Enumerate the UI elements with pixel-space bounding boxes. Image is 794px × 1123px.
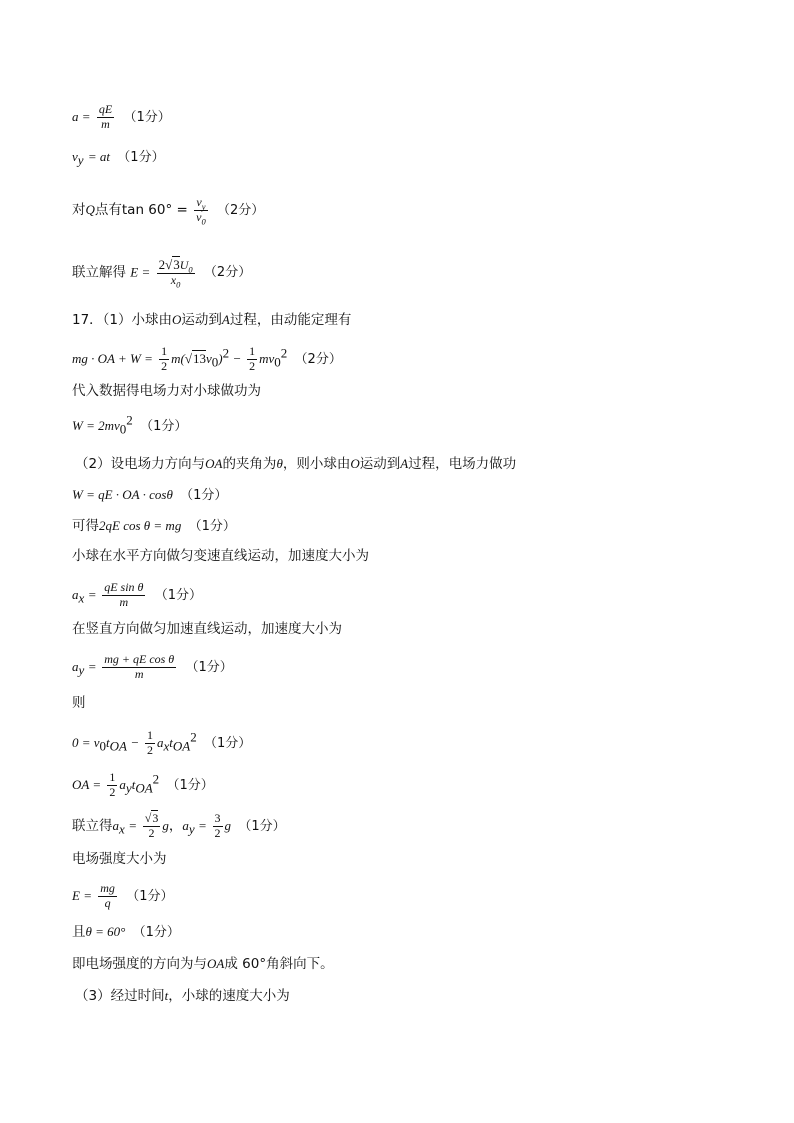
eq: a: [119, 776, 126, 792]
fraction: [98, 882, 117, 911]
text: （3）经过时间: [75, 988, 165, 1004]
symbol: A: [400, 456, 409, 471]
eq: a: [72, 658, 79, 674]
score-label: （1分）: [238, 818, 286, 834]
score-label: （2分）: [203, 265, 252, 281]
denominator: 2: [148, 825, 155, 840]
fraction: [102, 581, 145, 610]
sub: y: [78, 662, 85, 678]
text: 电场强度大小为: [72, 851, 167, 867]
equation-ax: [72, 581, 202, 610]
equation-solved: [72, 812, 286, 841]
eq: OA =: [72, 776, 102, 792]
text-line: [72, 550, 369, 564]
denominator: m: [101, 116, 110, 131]
operator: =: [129, 817, 137, 833]
fraction: [194, 196, 208, 225]
text: 联立得: [72, 817, 113, 834]
score-label: （2分）: [217, 202, 265, 218]
equation-vy: [72, 149, 165, 168]
n: U: [179, 258, 189, 272]
term: m(: [171, 350, 185, 366]
text: 小球在水平方向做匀变速直线运动，加速度大小为: [72, 548, 369, 564]
fraction: [213, 812, 223, 841]
sup: 2: [190, 729, 197, 745]
sub: 0: [211, 354, 219, 370]
denominator: m: [134, 666, 144, 681]
denominator: 2: [249, 358, 256, 373]
numerator: mg: [100, 881, 115, 895]
numerator: √3: [144, 811, 159, 825]
score-label: （1分）: [126, 888, 174, 904]
fraction: [157, 258, 195, 288]
eq: g: [224, 817, 232, 833]
eq: 2qE cos θ = mg: [99, 518, 182, 533]
denominator: [157, 274, 195, 288]
equation-energy: mg · OA + W = $\frac{1}{2}$ $m(√13v_0)^2$ − $\frac{1}{2}$ $mv_0^2$ （2分）: [72, 344, 342, 373]
equation-balance: [72, 519, 236, 534]
text-line: [72, 957, 334, 972]
equation-acceleration: [72, 103, 171, 132]
text: 运动到: [359, 456, 401, 472]
equation-angle: [72, 925, 180, 940]
score-label: （1分）: [132, 925, 180, 940]
sup: 2: [222, 345, 230, 361]
term: v: [206, 350, 212, 366]
text: 过程，电场力做功: [408, 456, 517, 472]
score-label: （1分）: [154, 587, 203, 603]
eq-var: v: [72, 149, 78, 164]
score-label: （2分）: [294, 351, 342, 367]
d-sub: 0: [176, 279, 181, 290]
sub: x: [119, 821, 125, 837]
numerator: qE: [98, 102, 113, 116]
fraction: [159, 345, 169, 374]
denominator: m: [119, 594, 129, 609]
numerator: mg + qE cos θ: [104, 652, 175, 666]
problem-17-part3: [75, 989, 290, 1004]
numerator: 1: [146, 728, 153, 742]
problem-17-part2: [75, 457, 516, 472]
denominator: 2: [146, 742, 153, 757]
root: 3: [152, 811, 159, 825]
eq: E =: [72, 887, 92, 903]
numerator: $2√3U_0$: [158, 257, 193, 275]
text-line: [72, 853, 167, 867]
fraction: [102, 653, 176, 682]
sub: x: [163, 738, 170, 754]
eq: t: [169, 734, 173, 750]
d: v: [196, 209, 202, 224]
text: 代入数据得电场力对小球做功为: [72, 383, 261, 399]
numerator: 1: [161, 344, 168, 358]
term: ): [218, 350, 223, 366]
symbol: OA: [207, 956, 225, 971]
numerator: [194, 196, 208, 211]
root: 13: [193, 350, 207, 366]
text: 点有tan 60° =: [94, 201, 188, 218]
operator: =: [198, 817, 207, 833]
equation-work-field: [72, 488, 227, 503]
symbol: t: [164, 988, 169, 1003]
score-label: （1分）: [180, 488, 228, 503]
eq: t: [106, 734, 110, 750]
score-label: （1分）: [117, 150, 165, 165]
root: 3: [173, 257, 180, 272]
score-label: （1分）: [188, 519, 236, 534]
d-sub: 0: [201, 216, 206, 227]
text: 在竖直方向做匀加速直线运动，加速度大小为: [72, 621, 342, 637]
text: 且: [72, 924, 86, 940]
sub: x: [78, 590, 85, 606]
eq: W = 2mv: [72, 418, 120, 433]
fraction: [107, 771, 117, 800]
n-sub: 0: [188, 264, 193, 275]
equation-ay: [72, 653, 233, 682]
numerator: 3: [214, 811, 221, 825]
text-line: [72, 623, 342, 637]
score-label: （1分）: [140, 419, 188, 434]
sup: 2: [280, 345, 288, 361]
equation-vertical: [72, 771, 214, 800]
fraction: [247, 345, 257, 374]
text: 可得: [72, 518, 99, 534]
text: 成 60°角斜向下。: [224, 956, 334, 972]
sub: OA: [135, 780, 153, 796]
text-line: [72, 697, 86, 711]
eq: W = qE · OA · cosθ: [72, 487, 173, 502]
text: 运动到: [181, 312, 222, 328]
operator: =: [88, 658, 96, 674]
n: 2: [158, 257, 166, 272]
eq: θ = 60°: [85, 924, 126, 939]
eq: a: [72, 586, 79, 602]
sub: y: [188, 821, 195, 837]
separator: ，: [168, 817, 183, 834]
text: 过程，由动能定理有: [229, 312, 352, 328]
eq-sub: y: [77, 152, 84, 168]
n: v: [196, 195, 202, 209]
score-label: （1分）: [185, 659, 233, 675]
symbol: Q: [85, 201, 95, 217]
denominator: 2: [109, 784, 116, 799]
equation-e: [72, 258, 251, 288]
text: ，小球的速度大小为: [168, 988, 290, 1004]
symbol: OA: [205, 456, 223, 471]
text: 对: [72, 201, 86, 218]
text: 即电场强度的方向为与: [72, 956, 207, 972]
equation-tan: [72, 196, 264, 225]
numerator: qE sin θ: [104, 580, 144, 594]
text: （2）设电场力方向与: [75, 456, 206, 472]
text: 联立解得: [72, 264, 126, 281]
eq-lhs: a =: [72, 108, 91, 124]
symbol: θ: [276, 456, 283, 471]
symbol: A: [221, 312, 230, 327]
denominator: 2: [214, 825, 221, 840]
operator: =: [88, 586, 96, 602]
fraction: [143, 812, 161, 841]
eq-rhs: = at: [87, 149, 110, 164]
denominator: q: [104, 895, 111, 910]
problem-17-part1: [72, 313, 351, 328]
sub: 0: [274, 354, 281, 370]
text: 则: [72, 695, 86, 711]
text: 17．（1）小球由: [72, 312, 173, 328]
score-label: （1分）: [204, 735, 252, 751]
term: mv: [259, 350, 275, 366]
eq: a: [156, 734, 164, 750]
eq-lhs: E =: [130, 264, 151, 280]
eq: g: [162, 817, 169, 833]
sub: y: [125, 780, 132, 796]
eq-lhs: mg · OA + W =: [72, 350, 153, 366]
sub: OA: [109, 738, 128, 754]
denominator: [194, 211, 208, 225]
text: 的夹角为: [222, 456, 277, 472]
fraction: [97, 103, 114, 132]
sup: 2: [152, 771, 160, 787]
eq: 0 = v: [72, 734, 100, 750]
equation-field-strength: [72, 882, 174, 911]
fraction: [145, 729, 155, 758]
score-label: （1分）: [123, 109, 171, 125]
d: x: [170, 272, 177, 287]
n-sub: y: [201, 201, 206, 212]
eq: t: [131, 776, 136, 792]
sub: OA: [172, 738, 191, 754]
sub: 0: [99, 738, 107, 754]
sub: 0: [119, 421, 127, 437]
symbol: O: [350, 456, 360, 471]
sup: 2: [126, 412, 133, 428]
equation-work: [72, 412, 188, 437]
operator: −: [131, 734, 139, 750]
score-label: （1分）: [166, 777, 214, 793]
numerator: 1: [249, 344, 256, 358]
eq: a: [112, 817, 119, 833]
text: ，则小球由: [282, 456, 351, 472]
text-line: [72, 385, 261, 399]
denominator: 2: [161, 358, 168, 373]
eq: a: [182, 817, 189, 833]
equation-horizontal: [72, 729, 251, 758]
numerator: 1: [109, 770, 116, 784]
symbol: O: [172, 312, 182, 327]
operator: −: [233, 350, 241, 366]
